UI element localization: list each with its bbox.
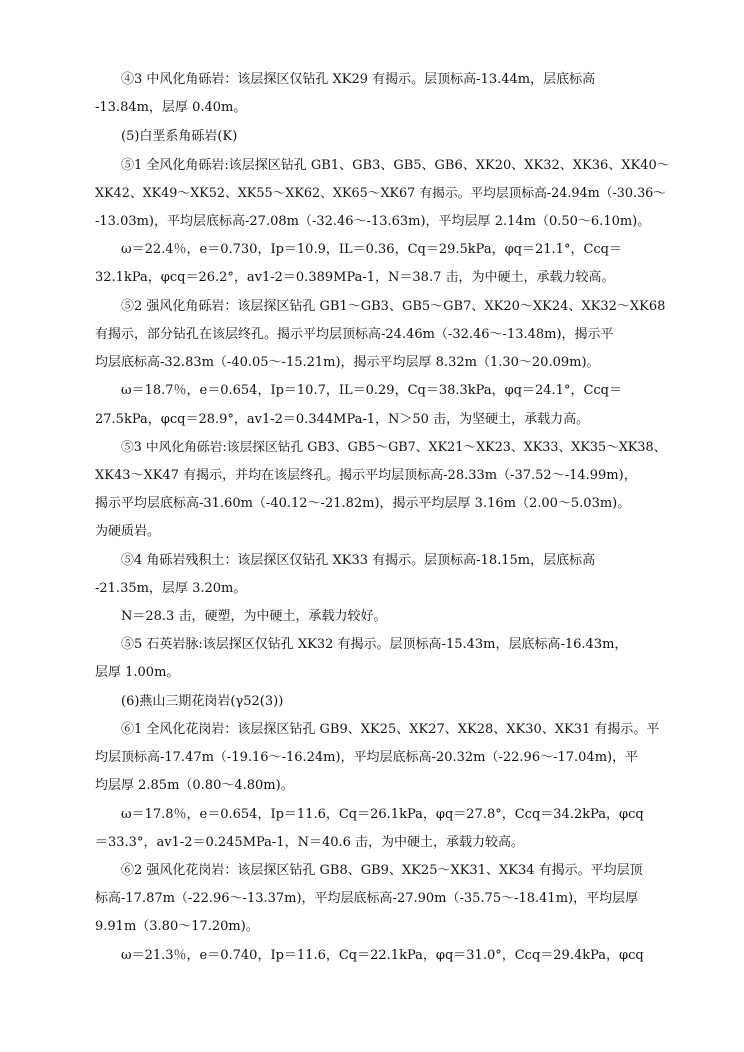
text-line: ⑤5 石英岩脉:该层探区仅钻孔 XK32 有揭示。层顶标高-15.43m，层底标高-16.43m， — [121, 637, 628, 652]
text-line: 标高-17.87m（-22.96～-13.37m)，平均层底标高-27.90m（-35.75～-18.41m)，平均层厚 — [95, 891, 639, 906]
text-line: 为硬质岩。 — [95, 524, 161, 539]
text-line: N＝28.3 击，硬塑，为中硬土，承载力较好。 — [121, 609, 387, 624]
text-line: ④3 中风化角砾岩：该层探区仅钻孔 XK29 有揭示。层顶标高-13.44m，层底标高 — [121, 72, 596, 87]
text-line: 有揭示，部分钻孔在该层终孔。揭示平均层顶标高-24.46m（-32.46～-13.48m)，揭示平 — [95, 327, 614, 342]
text-line: ω＝18.7％，e＝0.654，Ip＝10.7，IL＝0.29，Cq＝38.3kPa，φq＝24.1°，Ccq＝ — [121, 383, 622, 398]
section-heading: (6)燕山三期花岗岩(γ52(3)) — [121, 694, 284, 709]
text-line: 9.91m（3.80～17.20m)。 — [95, 919, 259, 934]
text-line: -13.84m，层厚 0.40m。 — [95, 100, 247, 115]
text-line: 均层厚 2.85m（0.80～4.80m)。 — [95, 778, 294, 793]
section-heading: (5)白垩系角砾岩(K) — [121, 129, 238, 144]
text-line: 揭示平均层底标高-31.60m（-40.12～-21.82m)，揭示平均层厚 3.16m（2.00～5.03m)。 — [95, 496, 631, 511]
text-line: XK42、XK49～XK52、XK55～XK62、XK65～XK67 有揭示。平均层顶标高-24.94m（-30.36～ — [95, 186, 667, 201]
text-line: 均层底标高-32.83m（-40.05～-15.21m)，揭示平均层厚 8.32m（1.30～20.09m)。 — [95, 355, 600, 370]
text-line: 32.1kPa，φcq＝26.2°，av1-2＝0.389MPa-1，N＝38.7 击，为中硬土，承载力较高。 — [95, 270, 615, 285]
text-line: ⑥1 全风化花岗岩：该层探区钻孔 GB9、XK25、XK27、XK28、XK30、XK31 有揭示。平 — [121, 722, 660, 737]
text-line: -13.03m)，平均层底标高-27.08m（-32.46～-13.63m)，平均层厚 2.14m（0.50～6.10m)。 — [95, 214, 651, 229]
text-line: ⑤1 全风化角砾岩:该层探区钻孔 GB1、GB3、GB5、GB6、XK20、XK32、XK36、XK40～ — [121, 158, 670, 173]
text-line: ⑤3 中风化角砾岩:该层探区钻孔 GB3、GB5～GB7、XK21～XK23、XK33、XK35～XK38、 — [121, 440, 667, 455]
text-line: 27.5kPa，φcq＝28.9°，av1-2＝0.344MPa-1，N＞50 击，为坚硬土，承载力高。 — [95, 412, 590, 427]
text-line: ⑥2 强风化花岗岩：该层探区钻孔 GB8、GB9、XK25～XK31、XK34 有揭示。平均层顶 — [121, 863, 643, 878]
text-line: ω＝17.8％，e＝0.654，Ip＝11.6，Cq＝26.1kPa，φq＝27.8°，Ccq＝34.2kPa，φcq — [121, 807, 644, 822]
text-line: ω＝21.3％，e＝0.740，Ip＝11.6，Cq＝22.1kPa，φq＝31.0°，Ccq＝29.4kPa，φcq — [121, 948, 644, 963]
text-line: XK43～XK47 有揭示，并均在该层终孔。揭示平均层顶标高-28.33m（-37.52～-14.99m)， — [95, 468, 637, 483]
text-line: ω＝22.4％，e＝0.730，Ip＝10.9，IL＝0.36，Cq＝29.5kPa，φq＝21.1°，Ccq＝ — [121, 242, 622, 257]
text-line: ＝33.3°，av1-2＝0.245MPa-1，N＝40.6 击，为中硬土，承载力较高。 — [95, 835, 525, 850]
text-line: 层厚 1.00m。 — [95, 665, 180, 680]
text-line: ⑤2 强风化角砾岩：该层探区钻孔 GB1～GB3、GB5～GB7、XK20～XK24、XK32～XK68 — [121, 299, 666, 314]
text-line: -21.35m，层厚 3.20m。 — [95, 581, 247, 596]
text-line: 均层顶标高-17.47m（-19.16～-16.24m)，平均层底标高-20.32m（-22.96～-17.04m)，平 — [95, 750, 639, 765]
text-line: ⑤4 角砾岩残积土：该层探区仅钻孔 XK33 有揭示。层顶标高-18.15m，层底标高 — [121, 553, 596, 568]
